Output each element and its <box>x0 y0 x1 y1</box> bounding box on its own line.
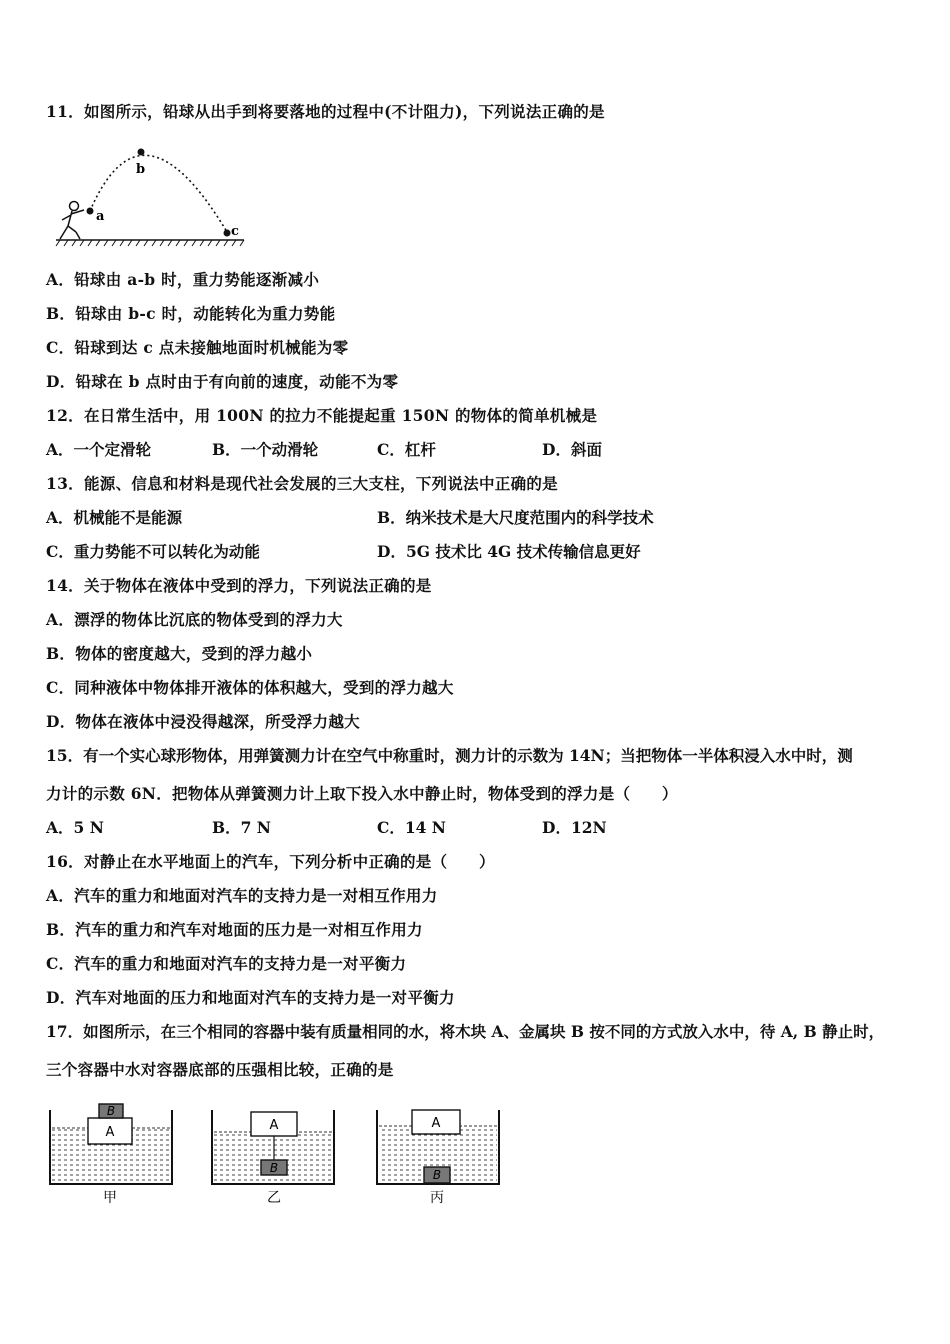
q14-option-a: A．漂浮的物体比沉底的物体受到的浮力大 <box>46 610 343 629</box>
q11-stem: 11．如图所示，铅球从出手到将要落地的过程中(不计阻力)，下列说法正确的是 <box>46 102 605 121</box>
q14-option-b: B．物体的密度越大，受到的浮力越小 <box>46 644 313 663</box>
q14-option-d: D．物体在液体中浸没得越深，所受浮力越大 <box>46 712 360 731</box>
q17-stem-line2: 三个容器中水对容器底部的压强相比较，正确的是 <box>46 1060 394 1079</box>
q12-option-b: B．一个动滑轮 <box>212 440 319 459</box>
q13-option-d: D．5G 技术比 4G 技术传输信息更好 <box>377 542 641 561</box>
q11-option-d: D．铅球在 b 点时由于有向前的速度，动能不为零 <box>46 372 399 391</box>
q16-stem: 16．对静止在水平地面上的汽车，下列分析中正确的是（ ） <box>46 852 495 871</box>
q15-stem-line1: 15．有一个实心球形物体，用弹簧测力计在空气中称重时，测力计的示数为 14N；当把物体一半体积浸入水中时，测 <box>46 746 853 765</box>
q16-option-c: C．汽车的重力和地面对汽车的支持力是一对平衡力 <box>46 954 407 973</box>
q15-option-a: A．5 N <box>46 818 104 837</box>
thrower-figure <box>60 202 84 240</box>
q11-option-b: B．铅球由 b-c 时，动能转化为重力势能 <box>46 304 336 323</box>
q11-figure-shot-put-trajectory <box>52 140 252 252</box>
point-c-ball <box>224 230 231 237</box>
water-yi <box>214 1132 332 1184</box>
q13-option-c: C．重力势能不可以转化为动能 <box>46 542 260 561</box>
q12-stem: 12．在日常生活中，用 100N 的拉力不能提起重 150N 的物体的简单机械是 <box>46 406 598 425</box>
q13-option-b: B．纳米技术是大尺度范围内的科学技术 <box>377 508 654 527</box>
q13-stem: 13．能源、信息和材料是现代社会发展的三大支柱，下列说法中正确的是 <box>46 474 558 493</box>
q11-option-c: C．铅球到达 c 点未接触地面时机械能为零 <box>46 338 349 357</box>
ground-hatching <box>56 240 244 246</box>
trajectory-diagram <box>52 140 252 252</box>
q15-option-d: D．12N <box>542 818 607 837</box>
q14-stem: 14．关于物体在液体中受到的浮力，下列说法正确的是 <box>46 576 432 595</box>
containers-diagram <box>46 1098 506 1210</box>
container-bing <box>377 1110 499 1206</box>
q16-option-a: A．汽车的重力和地面对汽车的支持力是一对相互作用力 <box>46 886 438 905</box>
caption-yi: 乙 <box>267 1190 281 1206</box>
q15-option-c: C．14 N <box>377 818 446 837</box>
q14-option-c: C．同种液体中物体排开液体的体积越大，受到的浮力越大 <box>46 678 454 697</box>
label-a: a <box>96 209 105 224</box>
container-jia <box>50 1104 172 1206</box>
trajectory-path <box>90 155 227 232</box>
block-a-label-bing: A <box>431 1116 441 1131</box>
block-b-label-bing: B <box>432 1168 442 1182</box>
block-a-label-yi: A <box>269 1118 279 1133</box>
caption-bing: 丙 <box>430 1190 444 1206</box>
q11-option-a: A．铅球由 a-b 时，重力势能逐渐减小 <box>46 270 320 289</box>
q15-stem-line2: 力计的示数 6N．把物体从弹簧测力计上取下投入水中静止时，物体受到的浮力是（ ） <box>46 784 678 803</box>
point-a-ball <box>87 208 94 215</box>
block-b-label-jia: B <box>106 1104 116 1118</box>
q12-option-a: A．一个定滑轮 <box>46 440 152 459</box>
q15-option-b: B．7 N <box>212 818 271 837</box>
q17-figure-containers <box>46 1098 506 1210</box>
q13-option-a: A．机械能不是能源 <box>46 508 183 527</box>
label-c: c <box>231 224 239 239</box>
q12-option-c: C．杠杆 <box>377 440 436 459</box>
q12-option-d: D．斜面 <box>542 440 602 459</box>
q16-option-b: B．汽车的重力和汽车对地面的压力是一对相互作用力 <box>46 920 423 939</box>
block-a-label-jia: A <box>105 1125 115 1140</box>
q17-stem-line1: 17．如图所示，在三个相同的容器中装有质量相同的水，将木块 A、金属块 B 按不同的方式放入水中，待 A, B 静止时， <box>46 1022 885 1041</box>
caption-jia: 甲 <box>103 1190 117 1206</box>
container-yi <box>212 1110 334 1206</box>
point-b-ball <box>138 149 145 156</box>
q16-option-d: D．汽车对地面的压力和地面对汽车的支持力是一对平衡力 <box>46 988 455 1007</box>
label-b: b <box>136 162 146 177</box>
block-b-label-yi: B <box>269 1161 279 1175</box>
